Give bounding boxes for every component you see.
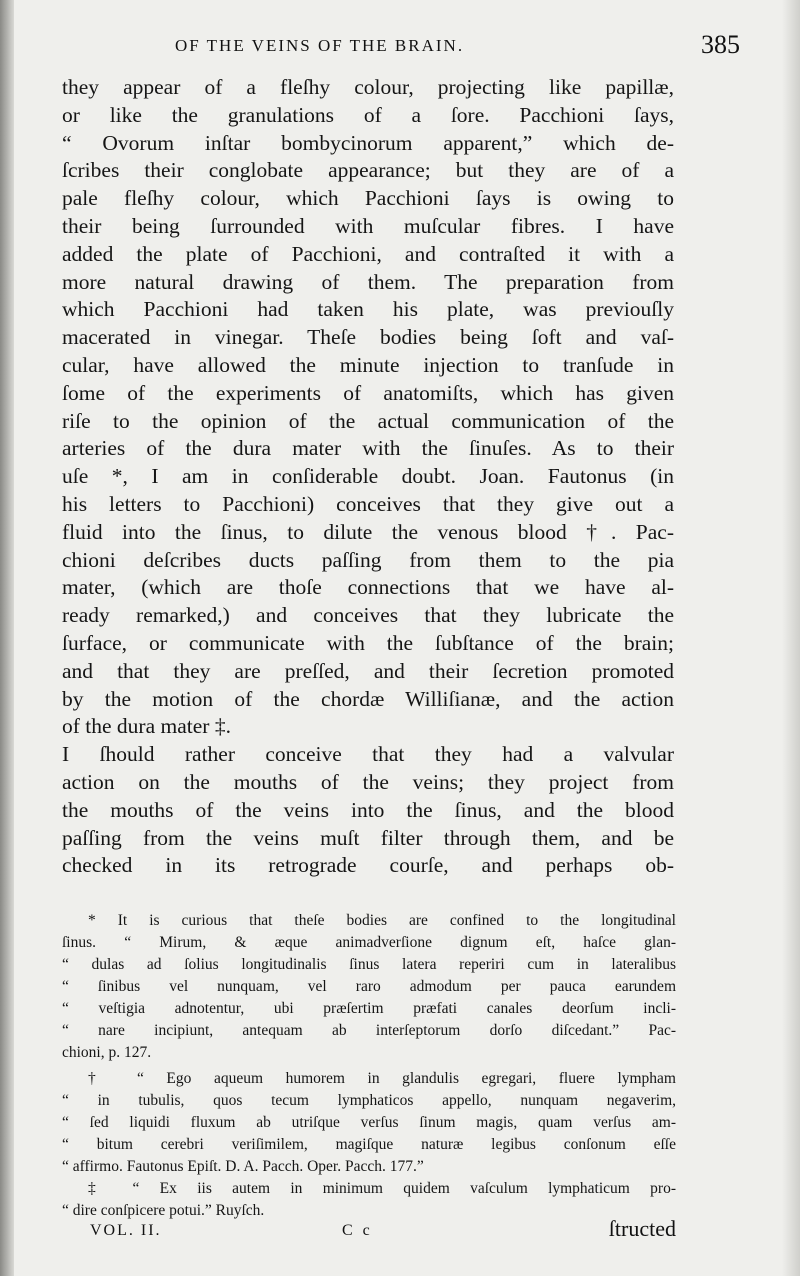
text-line: their being ſurrounded with muſcular fibres. I have — [62, 213, 674, 238]
footnote-line: “ veſtigia adnotentur, ubi præſertim præfati canales deorſum incli- — [62, 1000, 676, 1017]
footnote-line: “ affirmo. Fautonus Epiſt. D. A. Pacch. Oper. Pacch. 177.” — [62, 1158, 424, 1175]
footnote-line: † “ Ego aqueum humorem in glandulis egregari, fluere lympham — [88, 1070, 676, 1087]
text-line: ſome of the experiments of anatomiſts, which has given — [62, 380, 674, 405]
text-line: arteries of the dura mater with the ſinuſes. As to their — [62, 436, 674, 461]
text-line: which Pacchioni had taken his plate, was previouſly — [62, 297, 674, 322]
page-footer — [90, 1216, 676, 1246]
footnote-line: “ nare incipiunt, antequam ab interſeptorum dorſo diſcedant.” Pac- — [62, 1022, 676, 1039]
footnote-line: “ ſed liquidi fluxum ab utriſque verſus ſinum magis, quam verſus am- — [62, 1114, 676, 1131]
text-line: uſe *, I am in conſiderable doubt. Joan. Fautonus (in — [62, 464, 674, 489]
text-line: checked in its retrograde courſe, and perhaps ob- — [62, 853, 674, 878]
running-title: OF THE VEINS OF THE BRAIN. — [175, 36, 465, 55]
footnote-line: “ ſinibus vel nunquam, vel raro admodum per pauca earundem — [62, 978, 676, 995]
text-line: more natural drawing of them. The preparation from — [62, 269, 674, 294]
text-line: riſe to the opinion of the actual communication of the — [62, 408, 674, 433]
text-line: ready remarked,) and conceives that they lubricate the — [62, 603, 674, 628]
footnote-line: “ in tubulis, quos tecum lymphaticos appello, nunquam negaverim, — [62, 1092, 676, 1109]
volume-mark: VOL. II. — [90, 1222, 162, 1239]
footnote-line: chioni, p. 127. — [62, 1044, 152, 1061]
text-line: they appear of a fleſhy colour, projecting like papillæ, — [62, 75, 674, 99]
page-number: 385 — [701, 30, 740, 59]
text-line: his letters to Pacchioni) conceives that they give out a — [62, 491, 674, 516]
text-line: or like the granulations of a ſore. Pacchioni ſays, — [62, 102, 674, 127]
footnote-line: ‡ “ Ex iis autem in minimum quidem vaſculum lymphaticum pro- — [88, 1180, 676, 1197]
running-head — [60, 30, 740, 64]
main-text — [62, 74, 674, 880]
text-line: by the motion of the chordæ Williſianæ, and the action — [62, 686, 674, 711]
footnote-line: “ dulas ad ſolius longitudinalis ſinus latera reperiri cum in lateralibus — [62, 956, 676, 973]
text-line: pale fleſhy colour, which Pacchioni ſays is owing to — [62, 186, 674, 211]
text-line: chioni deſcribes ducts paſſing from them to the pia — [62, 547, 674, 572]
text-line: and that they are preſſed, and their ſecretion promoted — [62, 658, 674, 683]
catchword: ſtructed — [608, 1216, 676, 1241]
text-line: the mouths of the veins into the ſinus, and the blood — [62, 797, 674, 822]
text-line: added the plate of Pacchioni, and contraſted it with a — [62, 241, 674, 266]
text-line: fluid into the ſinus, to dilute the venous blood †. Pac- — [62, 519, 674, 544]
text-line: macerated in vinegar. Theſe bodies being ſoft and vaſ- — [62, 325, 674, 350]
footnote-line: “ bitum cerebri veriſimilem, magiſque naturæ legibus conſonum eſſe — [62, 1136, 676, 1153]
text-line: cular, have allowed the minute injection to tranſude in — [62, 352, 674, 377]
text-line: I ſhould rather conceive that they had a valvular — [62, 742, 674, 767]
text-line: action on the mouths of the veins; they project from — [62, 769, 674, 794]
footnote-line: “ dire conſpicere potui.” Ruyſch. — [62, 1202, 265, 1219]
signature-mark: C c — [342, 1222, 373, 1239]
footnotes — [62, 910, 676, 1222]
text-line: of the dura mater ‡. — [62, 714, 231, 739]
footnote-line: ſinus. “ Mirum, & æque animadverſione dignum eſt, haſce glan- — [62, 934, 676, 951]
text-line: ſcribes their conglobate appearance; but they are of a — [62, 158, 674, 183]
footnote — [62, 1068, 676, 1178]
text-line: “ Ovorum inſtar bombycinorum apparent,” which de- — [62, 130, 674, 155]
footnote — [62, 910, 676, 1064]
footnote-line: * It is curious that theſe bodies are confined to the longitudinal — [88, 912, 676, 929]
text-line: ſurface, or communicate with the ſubſtance of the brain; — [62, 630, 674, 655]
text-line: paſſing from the veins muſt filter through them, and be — [62, 825, 674, 850]
text-line: mater, (which are thoſe connections that we have al- — [62, 575, 674, 600]
